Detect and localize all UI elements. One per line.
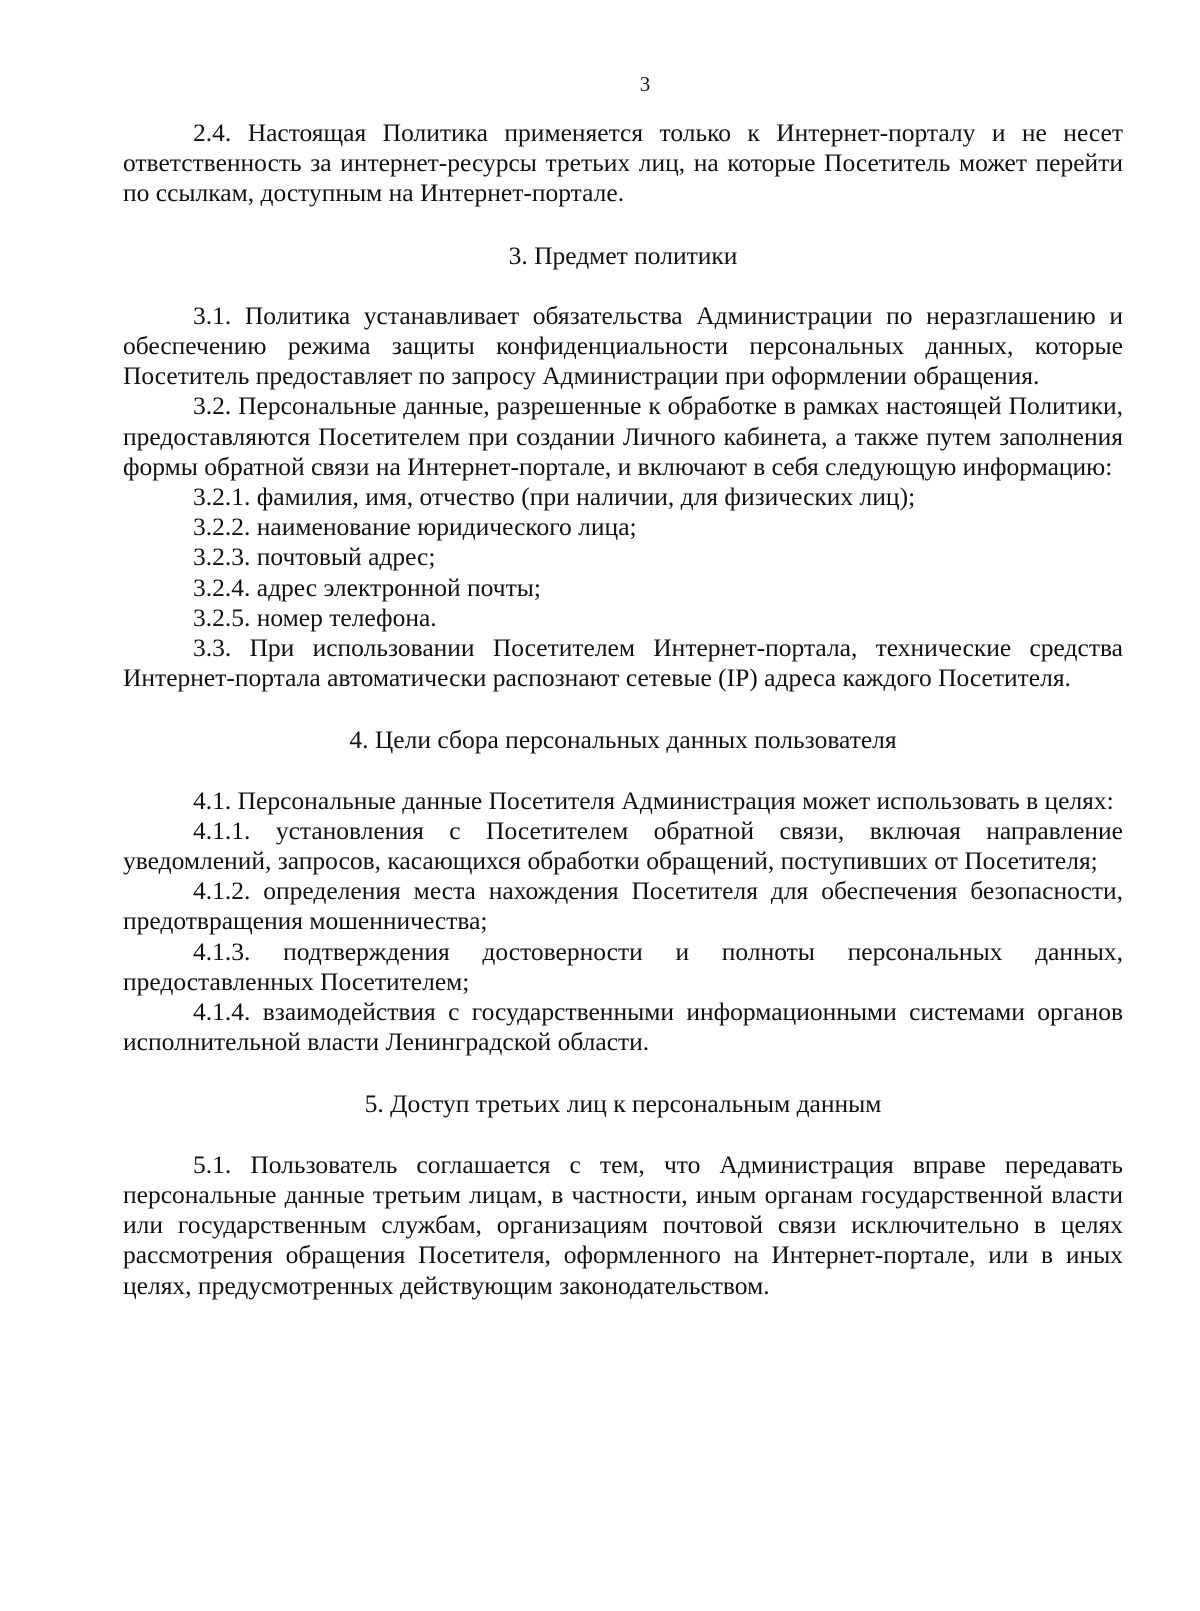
list-item-3-2-4: 3.2.4. адрес электронной почты; [193, 572, 541, 602]
section-spacer [123, 271, 1123, 301]
list-item-3-2-5: 3.2.5. номер телефона. [193, 602, 437, 632]
section-spacer [123, 1057, 1123, 1089]
paragraph-3-1: 3.1. Политика устанавливает обязательства Администрации по неразглашению и обеспечению режима защиты конфиденциальности персональных данных, которые Посетитель предоставляет по запросу Администрации при оформлении обращения. [123, 300, 1123, 391]
list-item-3-2-3: 3.2.3. почтовый адрес; [193, 542, 436, 572]
section-spacer [123, 756, 1123, 786]
paragraph-3-3: 3.3. При использовании Посетителем Интернет-портала, технические средства Интернет-портала автоматически распознают сетевые (IP) адреса каждого Посетителя. [123, 633, 1123, 693]
paragraph-4-1-2: 4.1.2. определения места нахождения Посетителя для обеспечения безопасности, предотвращения мошенничества; [123, 876, 1123, 936]
paragraph-5-1: 5.1. Пользователь соглашается с тем, что Администрация вправе передавать персональные данные третьим лицам, в частности, иным органам государственной власти или государственным службам, организациям почтовой связи исключительно в целях рассмотрения обращения Посетителя, оформленного на Интернет-портале, или в иных целях, предусмотренных действующим законодательством. [123, 1149, 1123, 1300]
page-number: 3 [639, 72, 651, 96]
section-spacer [123, 209, 1123, 241]
paragraph-2-4: 2.4. Настоящая Политика применяется только к Интернет-порталу и не несет ответственность за интернет-ресурсы третьих лиц, на которые Посетитель может перейти по ссылкам, доступным на Интернет-портале. [123, 118, 1123, 208]
section-heading-5: 5. Доступ третьих лиц к персональным данным [364, 1089, 882, 1119]
section-heading-4: 4. Цели сбора персональных данных пользователя [349, 725, 897, 755]
list-item-3-2-2: 3.2.2. наименование юридического лица; [193, 512, 637, 542]
document-body [123, 118, 1123, 1301]
section-spacer [123, 1120, 1123, 1150]
section-spacer [123, 693, 1123, 725]
paragraph-3-2: 3.2. Персональные данные, разрешенные к обработке в рамках настоящей Политики, предоставляются Посетителем при создании Личного кабинета, а также путем заполнения формы обратной связи на Интернет-портале, и включают в себя следующую информацию: [123, 391, 1123, 481]
paragraph-4-1-3: 4.1.3. подтверждения достоверности и полноты персональных данных, предоставленных Посетителем; [123, 936, 1123, 996]
paragraph-4-1: 4.1. Персональные данные Посетителя Администрация может использовать в целях: [193, 785, 1114, 815]
paragraph-4-1-4: 4.1.4. взаимодействия с государственными информационными системами органов исполнительной власти Ленинградской области. [123, 997, 1123, 1057]
list-item-3-2-1: 3.2.1. фамилия, имя, отчество (при наличии, для физических лиц); [193, 482, 916, 512]
section-heading-3: 3. Предмет политики [508, 240, 738, 270]
paragraph-4-1-1: 4.1.1. установления с Посетителем обратной связи, включая направление уведомлений, запросов, касающихся обработки обращений, поступивших от Посетителя; [123, 815, 1123, 876]
